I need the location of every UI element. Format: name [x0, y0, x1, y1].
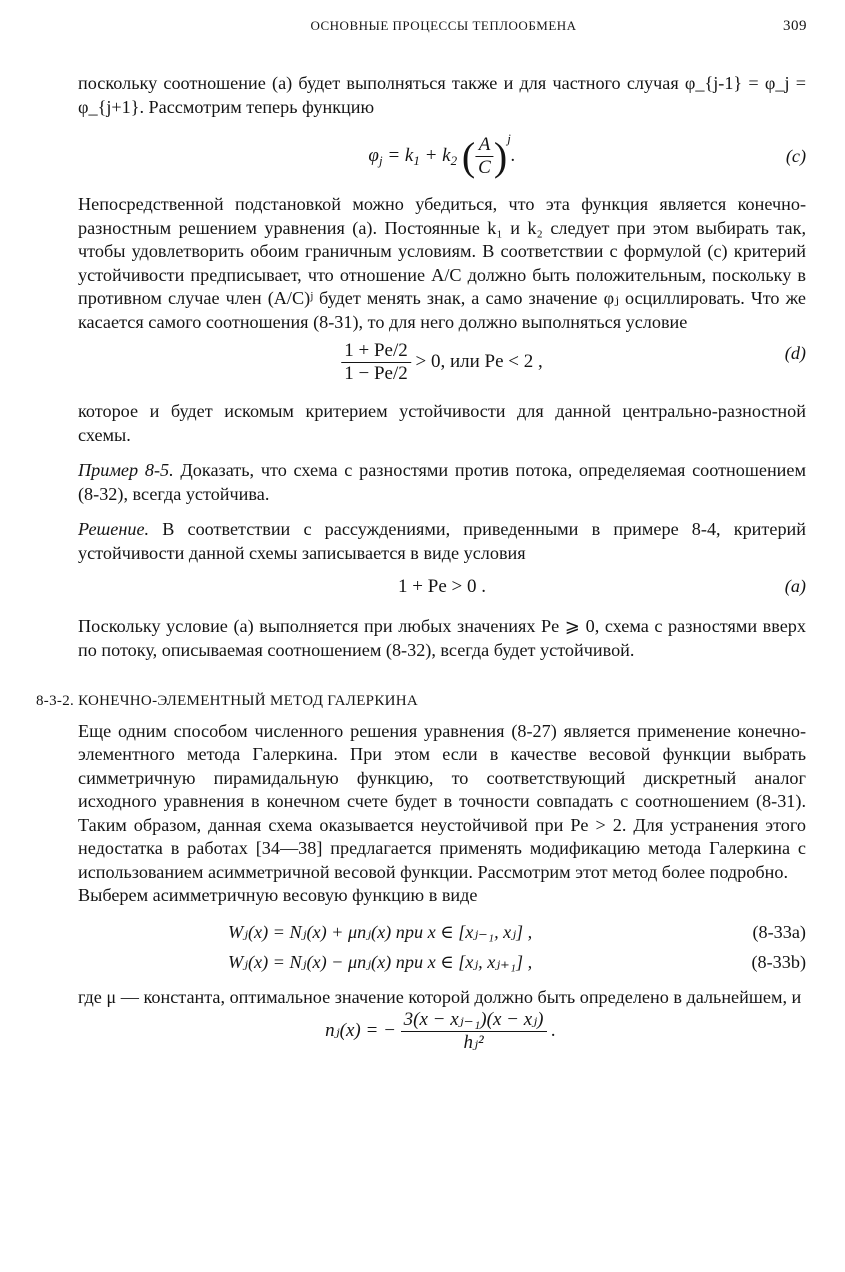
- equation-d-denominator: 1 − Pe/2: [344, 363, 408, 384]
- equation-8-33a-expression: Wⱼ(x) = Nⱼ(x) + μnⱼ(x) при x ∈ [xⱼ₋₁, xⱼ] ,: [228, 921, 533, 942]
- equation-8-33a: [78, 918, 806, 948]
- equation-n-denominator: hⱼ²: [463, 1032, 484, 1053]
- section-title: 8-3-2. КОНЕЧНО-ЭЛЕМЕНТНЫЙ МЕТОД ГАЛЕРКИНА: [36, 693, 419, 709]
- paragraph-1: поскольку соотношение (a) будет выполняться также и для частного случая φ_{j-1} = φ_j = φ_{j+1}. Рассмотрим теперь функцию: [78, 73, 806, 117]
- example-label: Пример 8-5.: [78, 460, 174, 480]
- paragraph-6: Выберем асимметричную весовую функцию в виде: [78, 885, 478, 905]
- solution-label: Решение.: [78, 519, 150, 539]
- equation-n-numerator: 3(x − xⱼ₋₁)(x − xⱼ): [401, 1009, 547, 1032]
- body-text: [36, 72, 806, 1065]
- equation-c: [78, 127, 806, 185]
- equation-a-expression: 1 + Pe > 0 .: [398, 576, 486, 597]
- equation-a-tag: (a): [784, 576, 806, 596]
- equation-n-expression: [325, 1009, 556, 1054]
- equation-d: [78, 340, 806, 394]
- equation-n-end: .: [551, 1019, 556, 1041]
- paragraph-7: где μ — константа, оптимальное значение которой должно быть определено в дальнейшем, и: [78, 986, 802, 1007]
- equation-c-tag: (c): [785, 146, 806, 166]
- equation-8-33a-tag: (8-33a): [752, 921, 806, 942]
- paragraph-3: которое и будет искомым критерием устойчивости для данной центрально-разностной схемы.: [78, 401, 806, 445]
- header-title: ОСНОВНЫЕ ПРОЦЕССЫ ТЕПЛООБМЕНА: [310, 18, 577, 33]
- equation-c-expression: $\varphi_j = k_1 + k_2$ ( $\frac{A}{C}$ )$^j$.: [368, 131, 516, 179]
- equation-d-numerator: 1 + Pe/2: [341, 340, 411, 363]
- running-header: [80, 18, 807, 40]
- equation-8-33b-tag: (8-33b): [751, 951, 806, 972]
- solution-paragraph: [78, 518, 806, 565]
- equation-d-expression: [341, 340, 543, 385]
- equation-n: [78, 1009, 806, 1065]
- paragraph-5: Еще одним способом численного решения уравнения (8-27) является применение конечно-элементного метода Галеркина. При этом если в качестве весовой функции выбрать симметричную пирамидальную функцию, то соответствующий дискретный аналог исходного уравнения в конечном счете будет в точности совпадать с соотношением (8-31). Таким образом, данная схема оказывается неустойчивой при Pe > 2. Для устранения этого недостатка в работах [34—38] предлагается применять модификацию метода Галеркина с использованием асимметричной весовой функции. Рассмотрим этот метод более подробно.: [78, 720, 806, 882]
- equation-d-rest: > 0, или Pe < 2 ,: [415, 350, 543, 372]
- solution-text: В соответствии с рассуждениями, приведенными в примере 8-4, критерий устойчивости данной схемы записывается в виде условия: [78, 519, 806, 563]
- page-number: 309: [783, 18, 807, 34]
- equation-8-33b: [78, 948, 806, 978]
- example-paragraph: [78, 459, 806, 506]
- equation-a: [78, 575, 806, 609]
- equation-n-lhs: nⱼ(x) = −: [325, 1019, 396, 1041]
- equation-d-tag: (d): [784, 343, 806, 363]
- equation-8-33b-expression: Wⱼ(x) = Nⱼ(x) − μnⱼ(x) при x ∈ [xⱼ, xⱼ₊₁] ,: [228, 951, 533, 972]
- example-text: Доказать, что схема с разностями против потока, определяемая соотношением (8-32), всегда устойчива.: [78, 460, 806, 504]
- paragraph-2: Непосредственной подстановкой можно убедиться, что эта функция является конечно-разностным решением уравнения (a). Постоянные k₁ и k₂ следует при этом выбирать так, чтобы удовлетворить обоим граничным условиям. В соответствии с формулой (c) критерий устойчивости предписывает, что отношение A/C должно быть положительным, поскольку в противном случае член (A/C)ʲ будет менять знак, а само значение φⱼ осциллировать. Что же касается самого соотношения (8-31), то для него должно выполняться условие: [78, 194, 806, 332]
- paragraph-4: Поскольку условие (a) выполняется при любых значениях Pe ⩾ 0, схема с разностями вверх по потоку, описываемая соотношением (8-32), всегда будет устойчивой.: [78, 616, 806, 660]
